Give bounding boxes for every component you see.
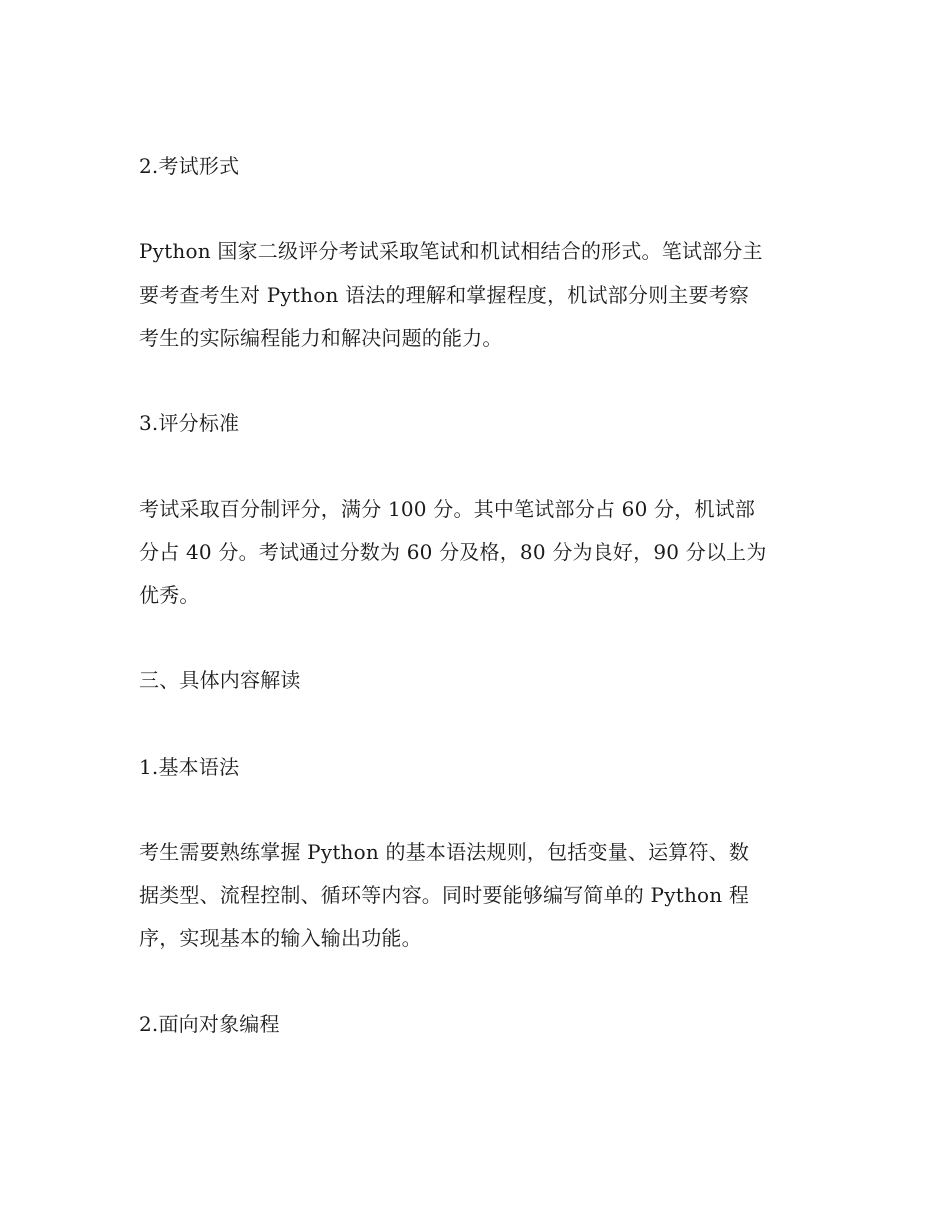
- paragraph-line: 要考查考生对 Python 语法的理解和掌握程度，机试部分则主要考察: [139, 283, 750, 307]
- paragraph-line: Python 国家二级评分考试采取笔试和机试相结合的形式。笔试部分主: [139, 239, 763, 263]
- paragraph-line: 考生的实际编程能力和解决问题的能力。: [139, 326, 503, 350]
- paragraph-line: 序，实现基本的输入输出功能。: [139, 926, 422, 950]
- subsection-heading-oop: 2.面向对象编程: [139, 1012, 280, 1036]
- section-heading-scoring-criteria: 3.评分标准: [139, 411, 240, 435]
- paragraph-line: 考生需要熟练掌握 Python 的基本语法规则，包括变量、运算符、数: [139, 840, 750, 864]
- paragraph-line: 考试采取百分制评分，满分 100 分。其中笔试部分占 60 分，机试部: [139, 497, 756, 521]
- paragraph-line: 据类型、流程控制、循环等内容。同时要能够编写简单的 Python 程: [139, 883, 750, 907]
- section-heading-exam-format: 2.考试形式: [139, 154, 240, 178]
- subsection-heading-basic-syntax: 1.基本语法: [139, 755, 240, 779]
- part-heading-content-interpretation: 三、具体内容解读: [139, 668, 301, 692]
- paragraph-line: 分占 40 分。考试通过分数为 60 分及格，80 分为良好，90 分以上为: [139, 540, 767, 564]
- paragraph-line: 优秀。: [139, 583, 200, 607]
